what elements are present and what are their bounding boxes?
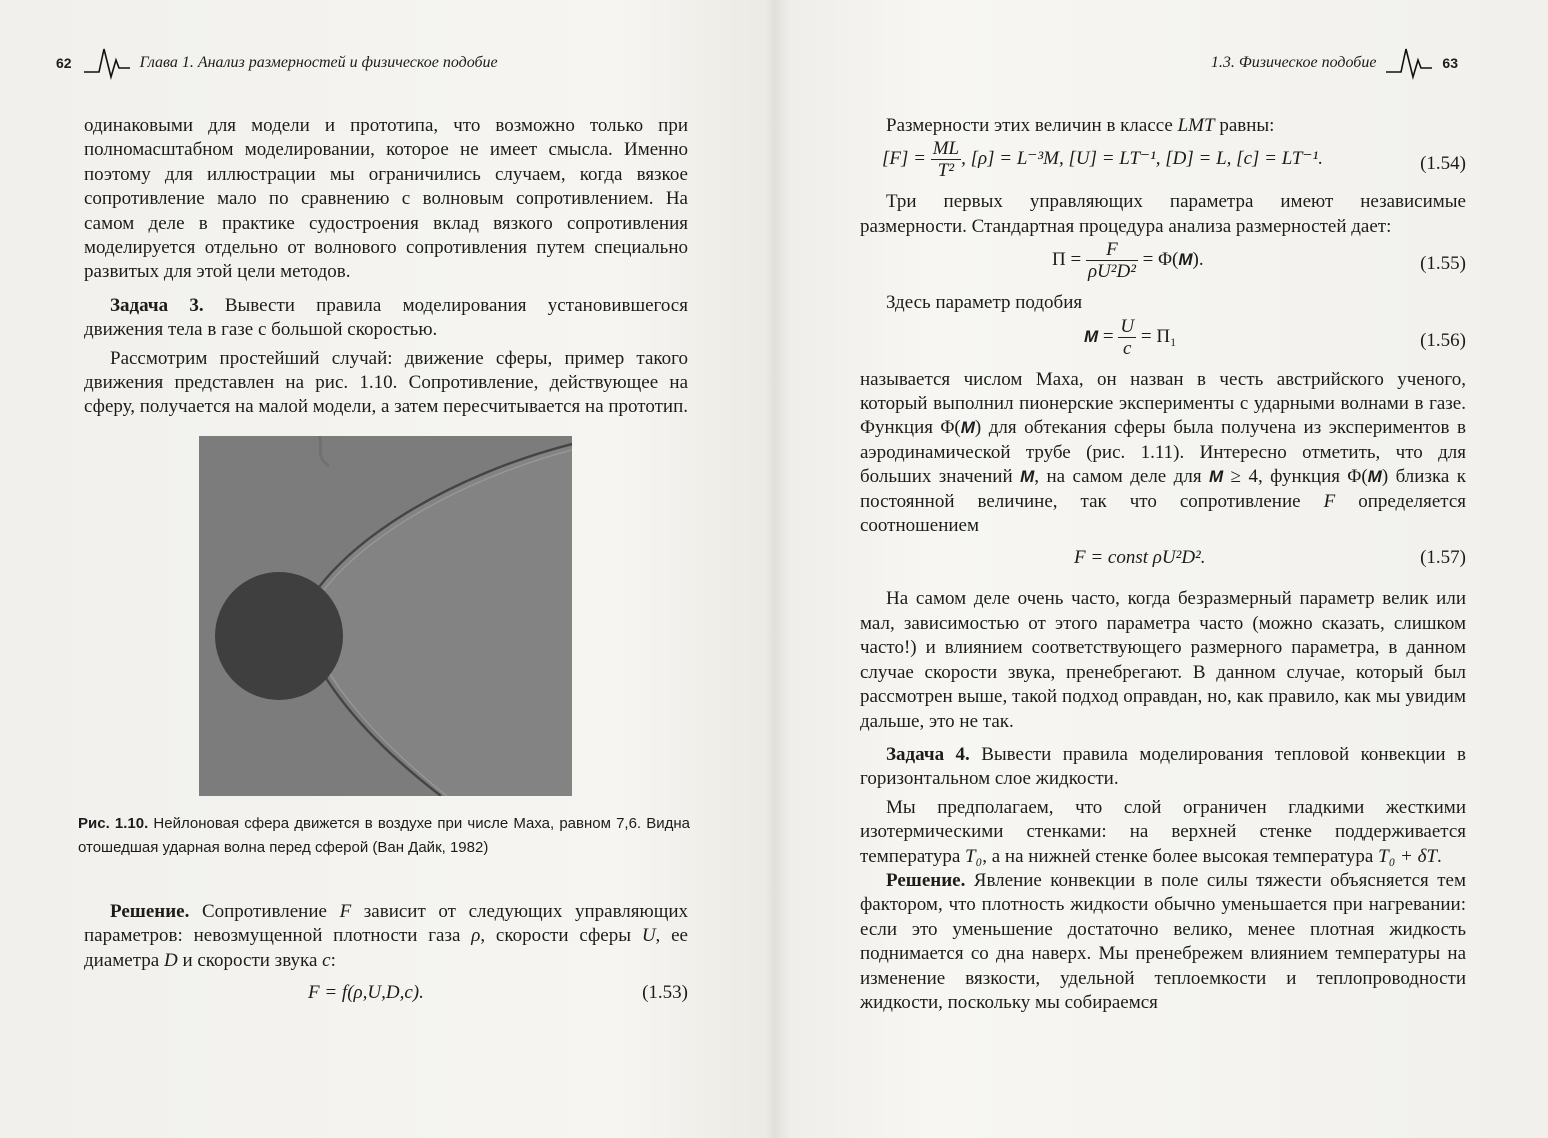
- paragraph: называется числом Маха, он назван в честь австрийского ученого, который выполнил пионерские эксперименты с ударными волнами в газе. Функция Φ(M) для обтекания сферы была получена из экспериментов в аэродинамической трубе (рис. 1.11). Интересно отметить, что для больших значений M, на самом деле для M ≥ 4, функция Φ(M) близка к постоянной величине, так что сопротивление F определяется соотношением: [860, 368, 1467, 537]
- paragraph: Здесь параметр подобия: [886, 292, 1083, 314]
- figure-caption: [78, 812, 690, 859]
- equation-1-55: [860, 239, 1466, 289]
- equation-number: (1.57): [1420, 547, 1466, 569]
- equation-1-53: [84, 973, 688, 1013]
- running-title: Глава 1. Анализ размерностей и физическое подобие: [139, 54, 498, 71]
- running-title: 1.3. Физическое подобие: [1210, 54, 1377, 71]
- task-label: Задача 4.: [886, 743, 970, 765]
- task-label: Задача 3.: [110, 294, 204, 316]
- equation-body: F = f(ρ,U,D,c).: [308, 982, 424, 1004]
- solution-paragraph: Решение. Явление конвекции в поле силы тяжести объясняется тем фактором, что плотность жидкости обычно уменьшается при нагревании: если это уменьшение достаточно велико, менее плотная жидкость поднимается со дна наверх. Мы пренебрежем влиянием температуры на изменение вязкости, удельной теплоемкости и теплопроводности жидкости, поскольку мы собираемся: [860, 869, 1466, 1013]
- task-4: Задача 4. Вывести правила моделирования тепловой конвекции в горизонтальном слое жидкости.: [860, 743, 1466, 790]
- right-text: [860, 114, 1466, 1015]
- equation-1-54: [860, 138, 1466, 188]
- shock-wave-photo: [199, 436, 572, 796]
- equation-number: (1.53): [642, 982, 688, 1004]
- paragraph: На самом деле очень часто, когда безразмерный параметр велик или мал, зависимостью от этого параметра часто (можно сказать, слишком часто!) и влиянием соответствующего размерного параметра, в данном случае скорости звука, пренебрегают. В данном случае, который был рассмотрен выше, такой подход оправдан, но, как правило, как мы увидим дальше, это не так.: [860, 588, 1466, 732]
- paragraph: Мы предполагаем, что слой ограничен гладкими жесткими изотермическими стенками: на верхней стенке поддерживается температура T₀, а на нижней стенке более высокая температура T₀ + δT.: [860, 796, 1466, 867]
- left-text-bottom: [84, 900, 688, 1013]
- page-number: 62: [56, 55, 72, 71]
- left-running-head: [56, 46, 498, 80]
- heartbeat-icon: [84, 46, 130, 80]
- equation-body: [F] = $\frac{ML}{\text{T²}}$ , [ρ] = L⁻³M, [U] = LT⁻¹, [D] = L, [c] = LT⁻¹.: [882, 138, 1323, 182]
- heartbeat-icon: [1386, 46, 1432, 80]
- left-text-top: [84, 114, 688, 420]
- task-3: Задача 3. Вывести правила моделирования установившегося движения тела в газе с большой скоростью.: [84, 294, 688, 341]
- equation-1-56: [860, 316, 1466, 368]
- photo-drawing: [199, 436, 572, 796]
- paragraph: Три первых управляющих параметра имеют независимые размерности. Стандартная процедура анализа размерностей дает:: [860, 191, 1466, 237]
- solution-paragraph: Решение. Сопротивление F зависит от следующих управляющих параметров: невозмущенной плотности газа ρ, скорости сферы U, ее диаметра D и скорости звука c:: [84, 901, 688, 971]
- equation-number: (1.54): [1420, 153, 1466, 175]
- equation-body: M = $\frac{U}{c}$ = Π₁: [1084, 315, 1177, 359]
- equation-body: Π = $\frac{F}{\text{ρU²D²}}$ = Φ(M).: [1052, 239, 1204, 283]
- right-page: [774, 0, 1548, 1138]
- equation-body: F = const ρU²D².: [1074, 547, 1206, 569]
- equation-1-57: [860, 538, 1466, 578]
- equation-number: (1.56): [1420, 329, 1466, 351]
- page-number: 63: [1442, 55, 1458, 71]
- equation-number: (1.55): [1420, 253, 1466, 275]
- right-running-head: [1211, 46, 1458, 80]
- caption-text: Нейлоновая сфера движется в воздухе при числе Маха, равном 7,6. Видна отошедшая ударная волна перед сферой (Ван Дайк, 1982): [78, 815, 690, 856]
- caption-label: Рис. 1.10.: [78, 815, 149, 832]
- paragraph: Размерности этих величин в классе LMT равны:: [886, 115, 1275, 136]
- paragraph: Рассмотрим простейший случай: движение сферы, пример такого движения представлен на рис. 1.10. Сопротивление, действующее на сферу, получается на малой модели, а затем пересчитывается на прототип.: [84, 347, 689, 418]
- paragraph: одинаковыми для модели и прототипа, что возможно только при полномасштабном моделировании, которое не имеет смысла. Именно поэтому для иллюстрации мы ограничились случаем, когда вязкое сопротивление мало по сравнению с волновым сопротивлением. На самом деле в практике судостроения вклад вязкого сопротивления моделируется отдельно от волнового сопротивления путем специально развитых для этой цели методов.: [84, 115, 688, 283]
